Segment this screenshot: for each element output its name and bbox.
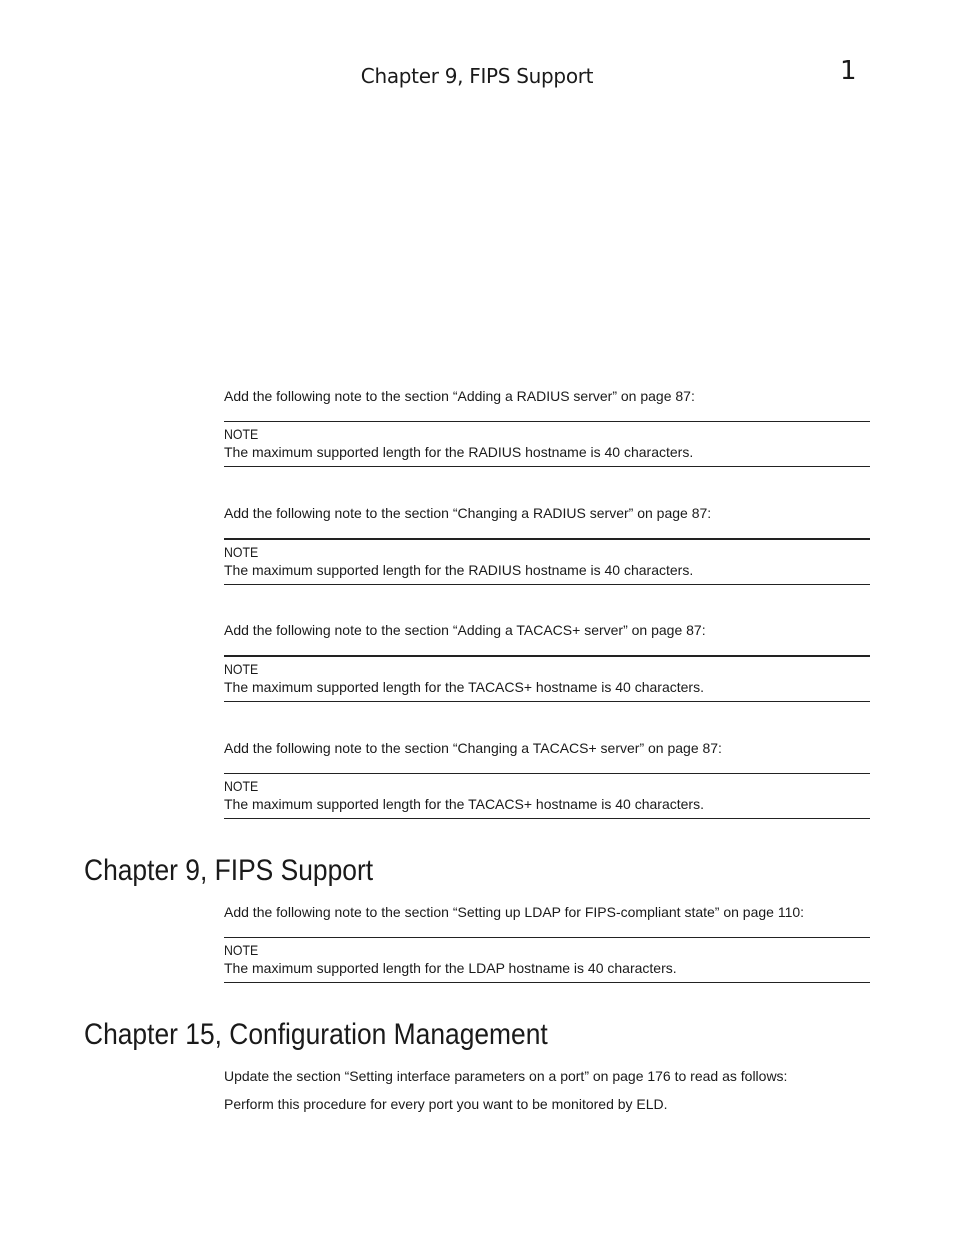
note-label: NOTE: [224, 942, 259, 958]
intro-paragraph-adding-radius: Add the following note to the section “Adding a RADIUS server” on page 87:: [224, 388, 695, 404]
paragraph-update-section: Update the section “Setting interface parameters on a port” on page 176 to read as follows:: [224, 1068, 788, 1084]
note-text: The maximum supported length for the LDAP hostname is 40 characters.: [224, 960, 677, 976]
running-header-title: Chapter 9, FIPS Support: [360, 64, 594, 88]
intro-paragraph-ldap: Add the following note to the section “Setting up LDAP for FIPS-compliant state” on page 110:: [224, 904, 805, 920]
note-box-changing-tacacs: [224, 773, 870, 819]
chapter-9-heading: Chapter 9, FIPS Support: [84, 854, 374, 887]
note-text: The maximum supported length for the TACACS+ hostname is 40 characters.: [224, 679, 704, 695]
note-text: The maximum supported length for the RADIUS hostname is 40 characters.: [224, 562, 694, 578]
chapter-15-heading: Chapter 15, Configuration Management: [84, 1018, 548, 1051]
intro-paragraph-changing-tacacs: Add the following note to the section “Changing a TACACS+ server” on page 87:: [224, 740, 722, 756]
note-box-adding-radius: [224, 421, 870, 467]
paragraph-perform-procedure: Perform this procedure for every port you want to be monitored by ELD.: [224, 1096, 668, 1112]
note-label: NOTE: [224, 426, 259, 442]
note-label: NOTE: [224, 544, 259, 560]
note-label: NOTE: [224, 661, 259, 677]
intro-paragraph-adding-tacacs: Add the following note to the section “Adding a TACACS+ server” on page 87:: [224, 622, 706, 638]
note-box-changing-radius: [224, 538, 870, 585]
note-box-adding-tacacs: [224, 655, 870, 702]
note-text: The maximum supported length for the RADIUS hostname is 40 characters.: [224, 444, 694, 460]
note-label: NOTE: [224, 778, 259, 794]
note-text: The maximum supported length for the TACACS+ hostname is 40 characters.: [224, 796, 704, 812]
page-number: 1: [840, 56, 857, 86]
note-box-ldap: [224, 937, 870, 983]
intro-paragraph-changing-radius: Add the following note to the section “Changing a RADIUS server” on page 87:: [224, 505, 712, 521]
